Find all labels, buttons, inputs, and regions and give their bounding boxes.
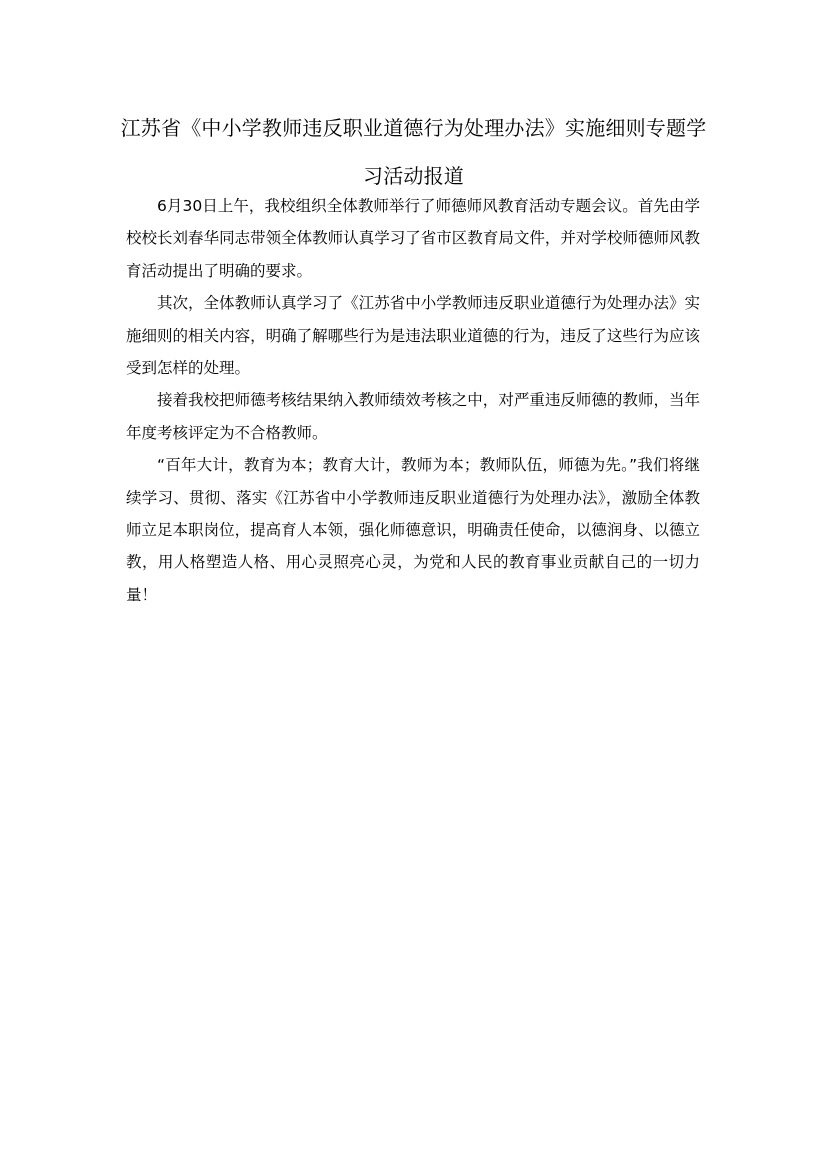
paragraph-study: 其次，全体教师认真学习了《江苏省中小学教师违反职业道德行为处理办法》实施细则的相关内容，明确了解哪些行为是违法职业道德的行为，违反了这些行为应该受到怎样的处理。 xyxy=(126,294,700,378)
document-body xyxy=(126,190,700,611)
document-title: 江苏省《中小学教师违反职业道德行为处理办法》实施细则专题学习活动报道 xyxy=(120,116,707,188)
paragraph-assessment: 接着我校把师德考核结果纳入教师绩效考核之中，对严重违反师德的教师，当年年度考核评定为不合格教师。 xyxy=(126,391,700,442)
paragraph-meeting: 6月30日上午，我校组织全体教师举行了师德师风教育活动专题会议。首先由学校校长刘春华同志带领全体教师认真学习了省市区教育局文件，并对学校师德师风教育活动提出了明确的要求。 xyxy=(126,197,700,280)
paragraph-conclusion: “百年大计，教育为本；教育大计，教师为本；教师队伍，师德为先。”我们将继续学习、贯彻、落实《江苏省中小学教师违反职业道德行为处理办法》，激励全体教师立足本职岗位，提高育人本领，强化师德意识，明确责任使命，以德润身、以德立教，用人格塑造人格、用心灵照亮心灵，为党和人民的教育事业贡献自己的一切力量！ xyxy=(126,456,700,604)
